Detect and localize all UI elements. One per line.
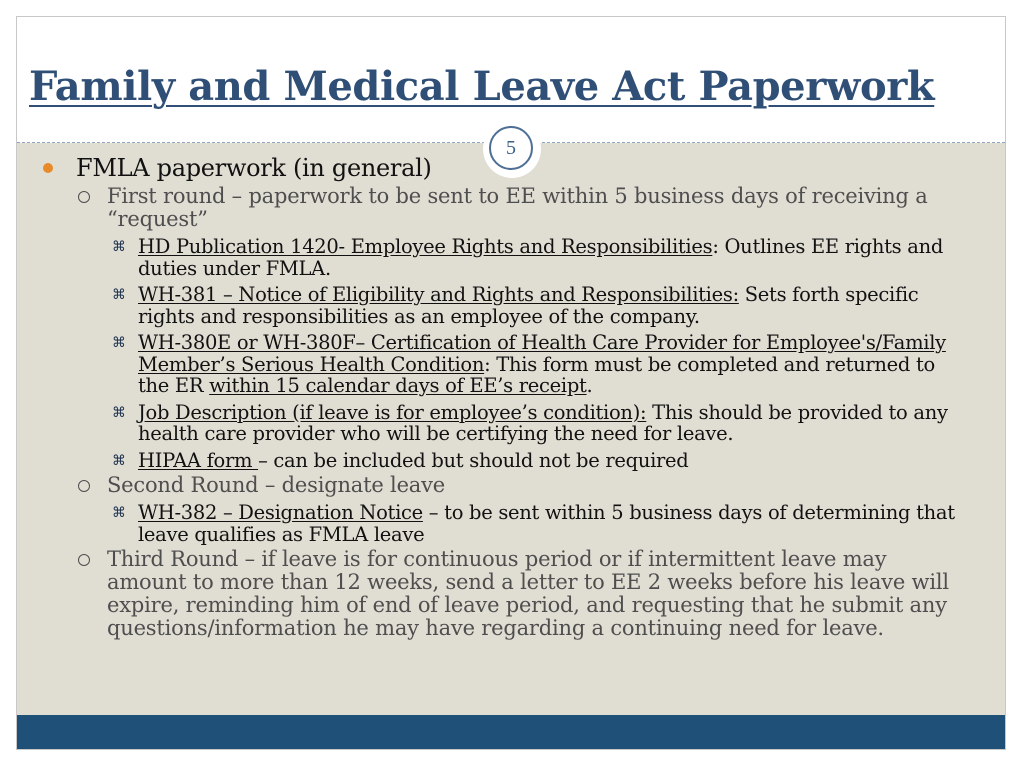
- item-wh381: [40, 284, 970, 327]
- star-bullet-icon: ⌘: [112, 335, 126, 351]
- job-description-text: This should be provided to any health care provider who will be certifying the need for leave.: [138, 400, 948, 445]
- second-round-text: Second Round – designate leave: [107, 473, 446, 497]
- hd-publication-text: : Outlines EE rights and duties under FMLA.: [138, 235, 944, 280]
- wh382-text: – to be sent within 5 business days of determining that leave qualifies as FMLA leave: [138, 501, 955, 546]
- wh380-link[interactable]: WH-380E or WH-380F– Certification of Health Care Provider for Employee's/Family Member’s Serious Health Condition: [138, 331, 946, 376]
- slide-number: 5: [489, 126, 533, 170]
- item-hd-publication: [40, 236, 970, 279]
- third-round: [40, 548, 970, 640]
- second-round: [40, 474, 970, 497]
- item-hipaa: [40, 450, 970, 472]
- first-round: [40, 185, 970, 231]
- star-bullet-icon: ⌘: [112, 239, 126, 255]
- bullet-fmla-paperwork: [40, 154, 970, 182]
- job-description-link[interactable]: Job Description (if leave is for employee’s condition):: [138, 400, 647, 424]
- wh382-link[interactable]: WH-382 – Designation Notice: [138, 501, 423, 524]
- bullet-list: [40, 154, 970, 640]
- item-wh382: [40, 502, 970, 545]
- wh381-text: Sets forth specific rights and responsibilities as an employee of the company.: [138, 283, 919, 328]
- star-bullet-icon: ⌘: [112, 287, 126, 303]
- hipaa-text: – can be included but should not be required: [258, 448, 689, 472]
- circle-bullet-icon: [78, 191, 90, 203]
- wh380-end: .: [586, 374, 593, 397]
- hipaa-link[interactable]: HIPAA form: [138, 448, 259, 472]
- bullet-dot-icon: [43, 163, 53, 173]
- wh381-link[interactable]: WH-381 – Notice of Eligibility and Rights and Responsibilities:: [138, 283, 739, 306]
- wh380-text: : This form must be completed and returned to the ER: [138, 352, 935, 397]
- slide-title: Family and Medical Leave Act Paperwork: [29, 63, 935, 110]
- star-bullet-icon: ⌘: [112, 505, 126, 521]
- footer-bar: [17, 715, 1005, 749]
- item-wh380: [40, 332, 970, 397]
- circle-bullet-icon: [78, 480, 90, 492]
- wh380-deadline-link[interactable]: within 15 calendar days of EE’s receipt: [209, 374, 587, 397]
- star-bullet-icon: ⌘: [112, 404, 126, 421]
- third-round-text: Third Round – if leave is for continuous period or if intermittent leave may amount to more than 12 weeks, send a letter to EE 2 weeks before his leave will expire, reminding him of end of leave period, and requesting that he submit any questions/information he may have regarding a continuing need for leave.: [107, 547, 949, 640]
- circle-bullet-icon: [78, 554, 90, 566]
- bullet-heading: FMLA paperwork (in general): [76, 154, 432, 182]
- hd-publication-link[interactable]: HD Publication 1420- Employee Rights and Responsibilities: [138, 235, 713, 258]
- item-job-description: [40, 402, 970, 445]
- star-bullet-icon: ⌘: [112, 452, 126, 469]
- first-round-text: First round – paperwork to be sent to EE within 5 business days of receiving a “request”: [107, 184, 928, 231]
